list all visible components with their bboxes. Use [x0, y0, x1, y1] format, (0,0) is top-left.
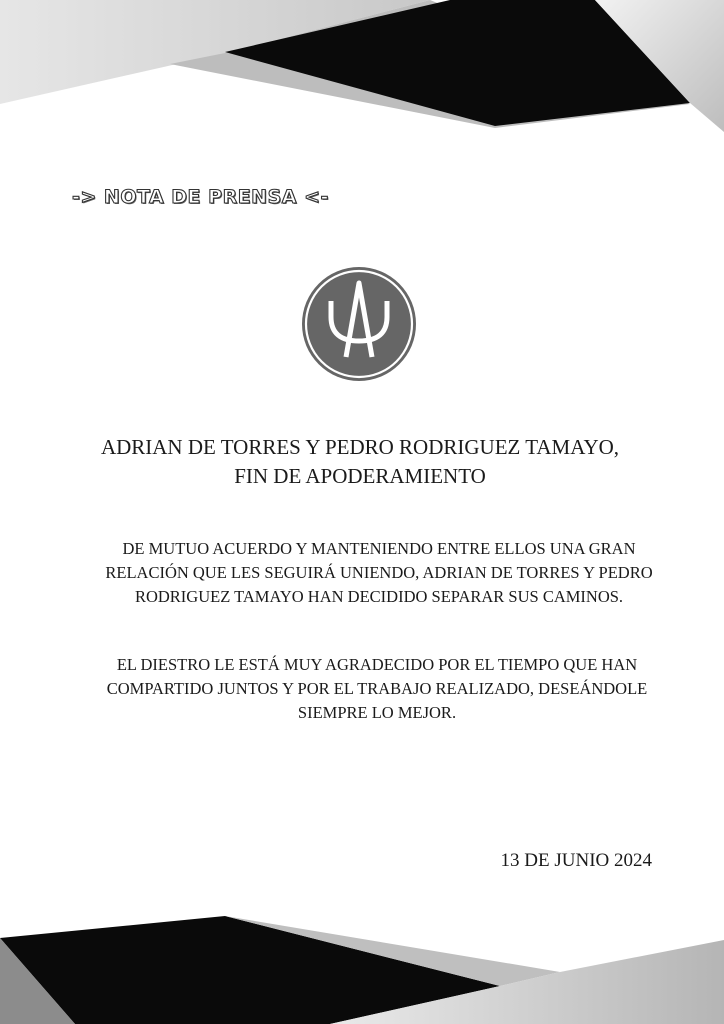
bottom-left-grey-shape — [0, 938, 75, 1024]
headline-line-2: FIN DE APODERAMIENTO — [234, 464, 486, 488]
body-paragraph-2: EL DIESTRO LE ESTÁ MUY AGRADECIDO POR EL TIEMPO QUE HAN COMPARTIDO JUNTOS Y POR EL TRABAJO REALIZADO, DESEÁNDOLE SIEMPRE LO MEJOR. — [106, 655, 648, 722]
bottom-left-black-shape — [0, 916, 500, 1024]
headline — [40, 433, 680, 491]
top-black-shape — [225, 0, 690, 126]
press-release-label: -> NOTA DE PRENSA <- — [72, 186, 329, 208]
top-grey-band — [170, 0, 690, 128]
body-paragraph-1: DE MUTUO ACUERDO Y MANTENIENDO ENTRE ELLOS UNA GRAN RELACIÓN QUE LES SEGUIRÁ UNIENDO, ADRIAN DE TORRES Y PEDRO RODRIGUEZ TAMAYO HAN DECIDIDO SEPARAR SUS CAMINOS. — [105, 539, 653, 606]
top-left-grey-shape — [0, 0, 430, 104]
top-right-grey-shape — [595, 0, 724, 132]
monogram-logo-icon — [300, 265, 418, 383]
bottom-right-grey-shape — [330, 940, 724, 1024]
release-date: 13 DE JUNIO 2024 — [500, 850, 652, 871]
bottom-grey-band — [225, 916, 560, 986]
headline-line-1: ADRIAN DE TORRES Y PEDRO RODRIGUEZ TAMAYO, — [100, 435, 620, 459]
